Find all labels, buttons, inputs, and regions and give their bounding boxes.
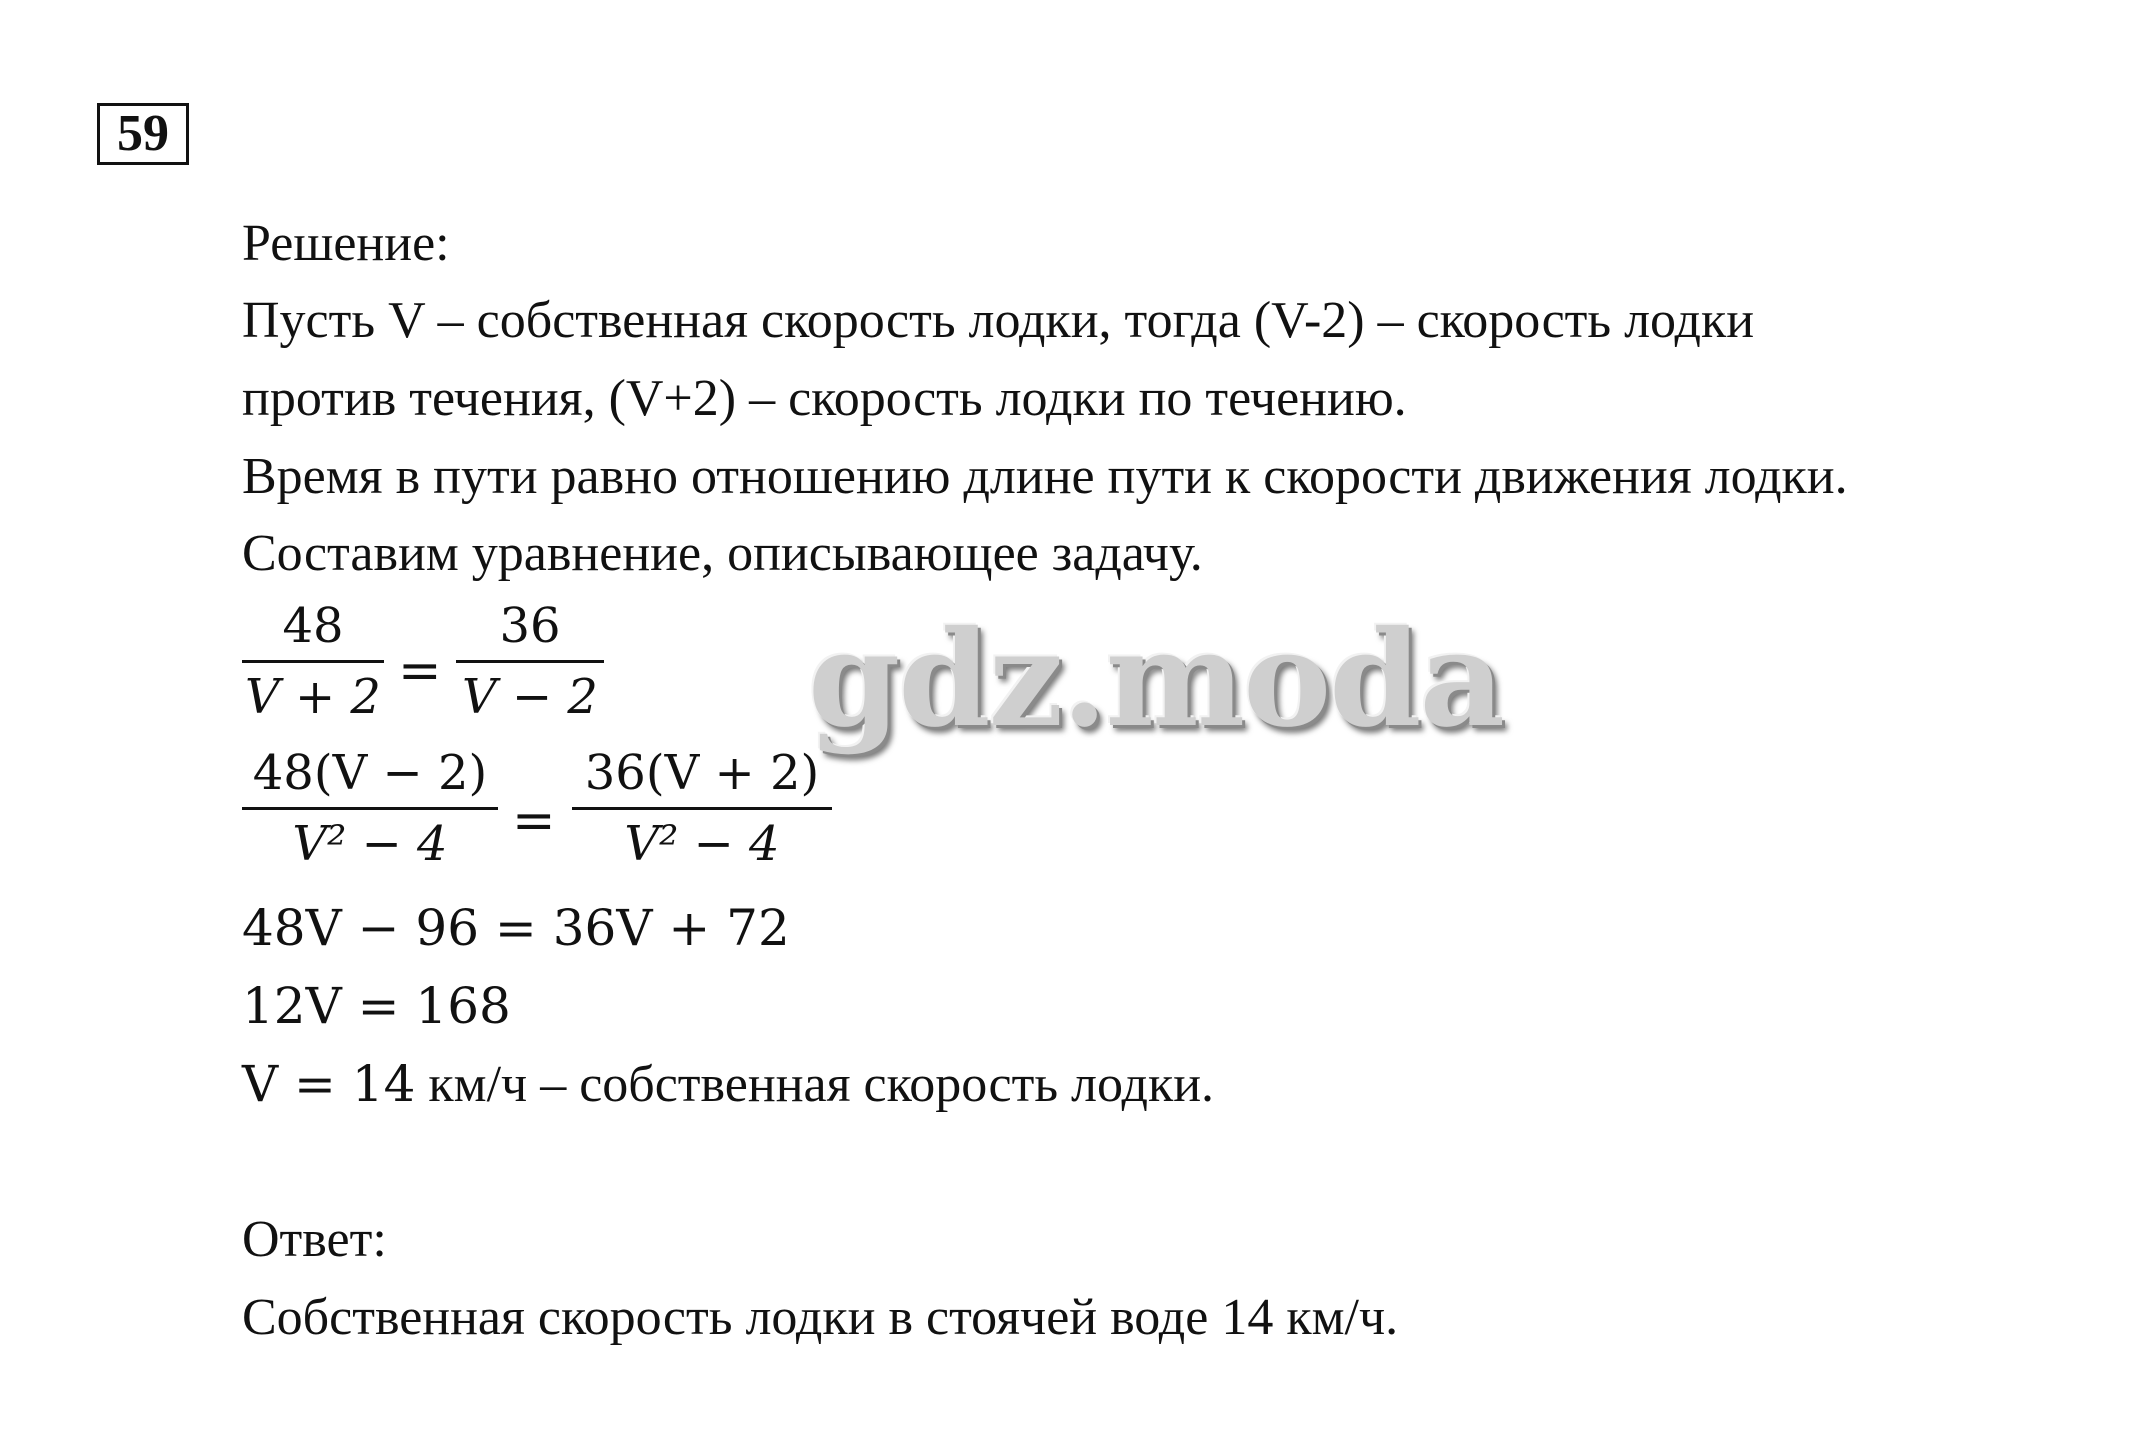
eq2-left-numerator: 48(V − 2) — [252, 745, 488, 801]
equation-3: 48V − 96 = 36V + 72 — [242, 899, 790, 957]
equation-4: 12V = 168 — [242, 977, 511, 1035]
answer-label: Ответ: — [242, 1211, 387, 1268]
fraction-bar — [572, 807, 832, 810]
eq2-right-fraction — [572, 745, 832, 872]
fraction-bar — [456, 660, 604, 663]
solution-line-1: Пусть V – собственная скорость лодки, тогда (V-2) – скорость лодки — [242, 292, 1755, 349]
watermark: gdz.moda — [808, 602, 1504, 757]
eq1-equals: = — [398, 641, 442, 701]
equation-5 — [242, 1054, 1214, 1115]
answer-text: Собственная скорость лодки в стоячей воде 14 км/ч. — [242, 1289, 1399, 1346]
solution-line-4: Составим уравнение, описывающее задачу. — [242, 525, 1203, 582]
solution-line-2: против течения, (V+2) – скорость лодки по течению. — [242, 370, 1407, 427]
eq2-left-fraction — [242, 745, 498, 872]
eq2-right-numerator: 36(V + 2) — [584, 745, 820, 801]
fraction-bar — [242, 807, 498, 810]
eq1-right-fraction — [456, 598, 604, 725]
solution-line-3: Время в пути равно отношению длине пути к скорости движения лодки. — [242, 448, 1848, 505]
eq1-left-denominator: V + 2 — [245, 669, 381, 725]
eq1-left-fraction — [242, 598, 384, 725]
task-number: 59 — [97, 103, 189, 165]
eq1-right-numerator: 36 — [499, 598, 561, 654]
equation-5-text: км/ч – собственная скорость лодки. — [415, 1056, 1215, 1113]
fraction-bar — [242, 660, 384, 663]
solution-label: Решение: — [242, 215, 450, 272]
eq1-right-denominator: V − 2 — [462, 669, 598, 725]
eq2-left-denominator: V² − 4 — [292, 816, 448, 872]
eq1-left-numerator: 48 — [282, 598, 344, 654]
eq2-equals: = — [512, 791, 556, 851]
eq2-right-denominator: V² − 4 — [624, 816, 780, 872]
equation-5-math: V = 14 — [242, 1055, 416, 1113]
